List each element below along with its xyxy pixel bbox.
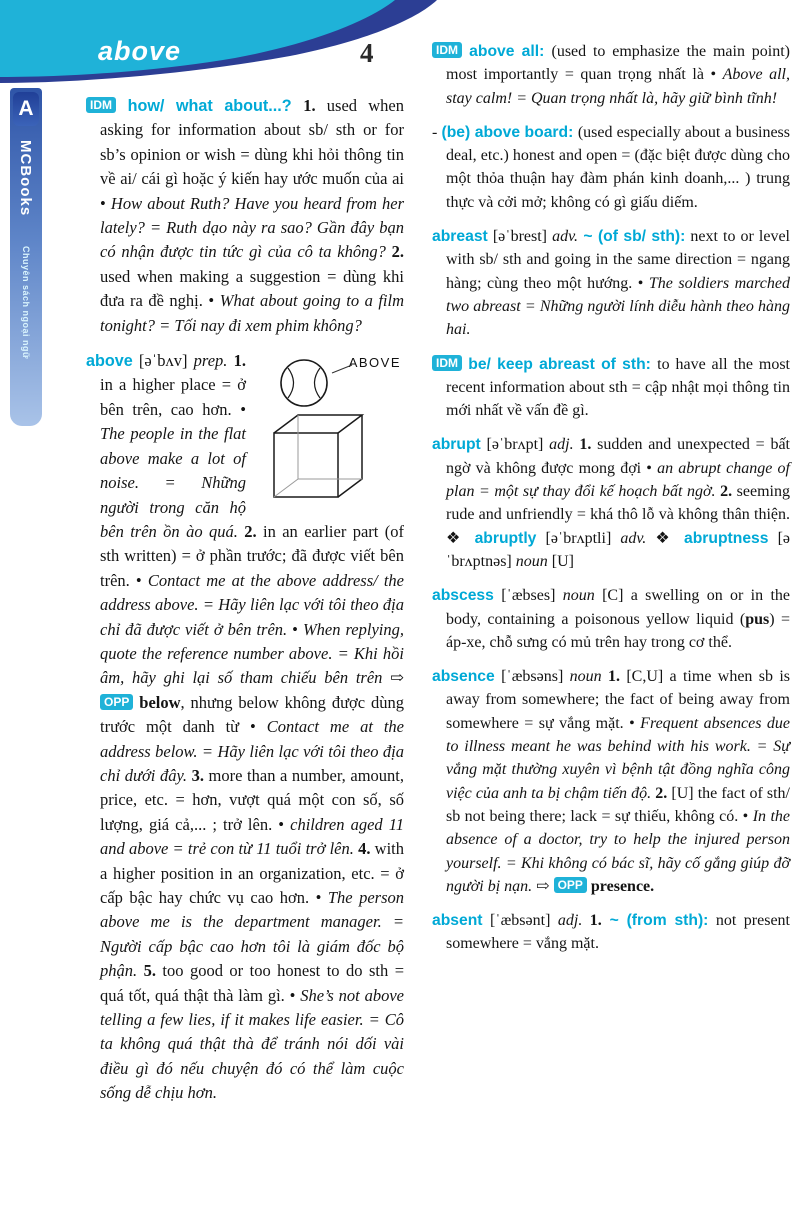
text-run: [əˈbrʌpt] — [480, 436, 550, 454]
text-run: [U] the fact of sth/ sb not being there; lack = sự thiếu, không có. • — [446, 784, 790, 825]
text-run: 2. — [655, 784, 668, 802]
text-run: Contact me at the above address/ the address above. = Hãy liên lạc với tôi theo địa chỉ đã được viết ở bên trên. — [100, 570, 404, 639]
text-run: above all: — [462, 43, 552, 60]
text-run: - — [432, 123, 442, 141]
text-run: ~ (of sb/ sth): — [577, 228, 686, 246]
entry-above — [86, 349, 404, 1106]
text-run: pus — [745, 610, 770, 628]
brand-vertical-text: MCBooks — [17, 140, 34, 217]
text-run: too good or too honest to do sth = quá tốt, quá thật thà làm gì. • — [100, 961, 405, 1005]
text-run: 1. — [579, 436, 592, 454]
text-run: abruptly — [474, 529, 537, 547]
left-column — [86, 94, 404, 1117]
text-run: 4. — [358, 839, 371, 859]
entry-abreast — [432, 225, 790, 341]
letter-sidebar — [10, 88, 42, 426]
text-run: 2. — [720, 483, 733, 501]
text-run: Contact me at the address below. = Hãy liên lạc với tôi theo địa chỉ dưới đây. — [100, 717, 404, 785]
text-run: prep. — [193, 351, 228, 371]
idiom-above-board — [432, 121, 790, 214]
text-run: [əˈbʌv] — [132, 351, 194, 371]
label-badge: OPP — [554, 877, 587, 893]
text-run: [ˈæbses] — [493, 587, 563, 605]
text-run: ⇨ — [536, 877, 554, 895]
text-run: • — [292, 619, 303, 639]
text-run: [C,U] a time when sb is away from somewhere; the fact of being away from somewhere = sự vắng mặt. • — [446, 668, 791, 732]
text-run: [ˈæbsəns] — [494, 668, 570, 686]
entry-absent — [432, 909, 790, 956]
text-run: abrupt — [432, 436, 481, 454]
text-run: 1. — [589, 912, 602, 930]
label-badge: IDM — [432, 42, 462, 58]
text-run: adv. — [552, 228, 578, 246]
text-run: abscess — [432, 587, 494, 605]
text-run: ⇨ — [390, 668, 404, 688]
text-run: how/ what about...? — [116, 97, 304, 115]
entry-abscess — [432, 584, 790, 654]
text-run: used when asking for information about sb/ sth or for sb’s opinion or wish = dùng khi hỏi thông tin về ai/ cái gì hoặc ý kiến hay ước muốn của ai • — [100, 96, 405, 213]
text-run: 1. — [233, 351, 247, 371]
label-badge: IDM — [432, 355, 462, 371]
text-run: children aged 11 and above = trẻ con từ 11 tuổi trở lên. — [100, 814, 404, 859]
text-run: What about going to a film tonight? = Tối nay đi xem phim không? — [100, 291, 405, 335]
text-run: ❖ — [646, 529, 684, 547]
text-run: [C] a swelling on or in the body, containing a poisonous yellow liquid ( — [446, 587, 791, 628]
text-run: next to or level with sb/ sth and going in the same direction = ngang hàng; cùng theo một hướng. • — [446, 228, 791, 292]
text-run: In the absence of a doctor, try to help the injured person yourself. = Khi không có bác sĩ, hãy cố gắng giúp đỡ người bị nạn. — [446, 807, 791, 895]
text-run: The people in the flat above make a lot of noise. = Những người trong căn hộ bên trên ồn ào quá. — [100, 424, 246, 541]
text-run: Frequent absences due to illness meant he was behind with his work. = Sự vắng mặt thường xuyên vì bệnh tật đồng nghĩa công việc của anh ta bị chậm tiến độ. — [446, 714, 790, 802]
text-run: more than a number, amount, price, etc. = hơn, vượt quá một con số, số lượng, giá cả,... ; trở lên. • — [100, 765, 404, 834]
text-run: (be) above board: — [441, 123, 578, 141]
text-run: adv. — [620, 529, 647, 547]
text-run: not present somewhere = vắng mặt. — [446, 912, 790, 953]
text-run: in an earlier part (of sth written) = ở phần trước; đã được viết bên trên. • — [100, 521, 404, 590]
text-run: noun — [569, 668, 602, 686]
text-run — [582, 912, 589, 929]
text-run: [əˈbrʌptli] — [536, 529, 621, 547]
text-run: noun — [562, 587, 595, 605]
text-run: 5. — [143, 961, 156, 981]
ball-above-cube-figure — [254, 351, 404, 506]
above-illustration — [254, 351, 404, 513]
page-header — [0, 0, 460, 95]
text-run: 1. — [607, 668, 620, 686]
label-badge: IDM — [86, 97, 116, 113]
text-run: When replying, quote the reference number above. = Khi hồi âm, hãy ghi lại số tham chiếu bên trên — [100, 619, 404, 688]
text-run: ) = áp-xe, chỗ sưng có mủ trên hay trong cơ thể. — [446, 610, 790, 651]
text-run: an abrupt change of plan = một sự thay đổi kế hoạch bất ngờ. — [446, 459, 791, 501]
text-run: The person above me is the department manager. = Người cấp bậc cao hơn tôi là giám đốc bộ phận. — [100, 888, 404, 981]
text-run: [əˈbrʌptnəs] — [446, 529, 791, 570]
text-run: abreast — [432, 228, 488, 246]
figure-label: ABOVE — [348, 355, 401, 371]
text-run: in a higher place = ở bên trên, cao hơn. • — [100, 375, 246, 419]
text-run: absence — [432, 668, 495, 686]
entry-abrupt — [432, 433, 790, 573]
text-run: adj. — [549, 436, 574, 454]
text-run: How about Ruth? Have you heard from her lately? = Ruth dạo này ra sao? Gần đây bạn có nhận được tin tức gì của cô ta không? — [100, 193, 404, 262]
text-run: (used especially about a business deal, etc.) honest and open = (đặc biệt được dùng cho một thỏa thuận hay đàm phán kinh doanh,... ) trung thực và cởi mở; không có gì giấu diếm. — [446, 123, 791, 211]
text-run: sudden and unexpected = bất ngờ và không được mong đợi • — [446, 436, 790, 477]
text-run: used when making a suggestion = dùng khi đưa ra đề nghị. • — [100, 266, 404, 311]
header-swoosh — [0, 0, 460, 95]
text-run: Above all, stay calm! = Quan trọng nhất là, hãy giữ bình tĩnh! — [446, 66, 790, 107]
text-run: 3. — [191, 765, 204, 785]
entry-absence — [432, 665, 790, 898]
text-run: 2. — [391, 242, 404, 262]
text-run: The soldiers marched two abreast = Những người lính diễu hành theo hàng hai. — [446, 274, 790, 339]
text-run: [U] — [547, 552, 574, 570]
text-run: adj. — [557, 912, 583, 930]
text-run: (used to emphasize the main point) most importantly = quan trọng nhất là • — [446, 43, 790, 84]
label-badge: OPP — [100, 694, 133, 710]
text-run: 2. — [244, 521, 257, 541]
text-run: seeming rude and unfriendly = khá thô lỗ và không thân thiện. ❖ — [446, 483, 790, 547]
text-run: abruptness — [684, 529, 769, 547]
text-run: 1. — [303, 96, 316, 115]
text-run: presence. — [586, 877, 655, 895]
brand-tagline: Chuyên sách ngoại ngữ — [21, 246, 31, 360]
text-run: absent — [432, 912, 483, 930]
text-run: be/ keep abreast of sth: — [462, 355, 658, 373]
text-run: ~ (from sth): — [601, 912, 709, 930]
text-run: below — [133, 692, 181, 712]
idiom-how-what-about — [86, 94, 404, 338]
text-run: noun — [515, 552, 548, 570]
page-number: 4 — [360, 38, 374, 68]
text-run: to have all the most recent information about sth = cập nhật mọi thông tin mới nhất về vấn đề gì. — [446, 355, 790, 420]
text-run: with a higher position in an organization, etc. = ở cấp bậc hay chức vụ cao hơn. • — [100, 839, 404, 907]
text-run: , nhưng below không được dùng trước một danh từ • — [100, 692, 404, 737]
letter-tab: A — [13, 92, 39, 126]
running-head: above — [98, 36, 182, 66]
right-column — [432, 40, 790, 967]
idiom-above-all — [432, 40, 790, 110]
idiom-keep-abreast — [432, 353, 790, 423]
text-run: [əˈbrest] — [487, 228, 553, 246]
text-run: [ˈæbsənt] — [482, 912, 558, 930]
text-run: above — [86, 352, 133, 371]
text-run: She’s not above telling a few lies, if it makes life easier. = Cô ta không quá thật thà để tránh nói dối vài điều gì đó nếu chuyện đó có thể làm cuộc sống dễ chịu hơn. — [100, 985, 404, 1103]
